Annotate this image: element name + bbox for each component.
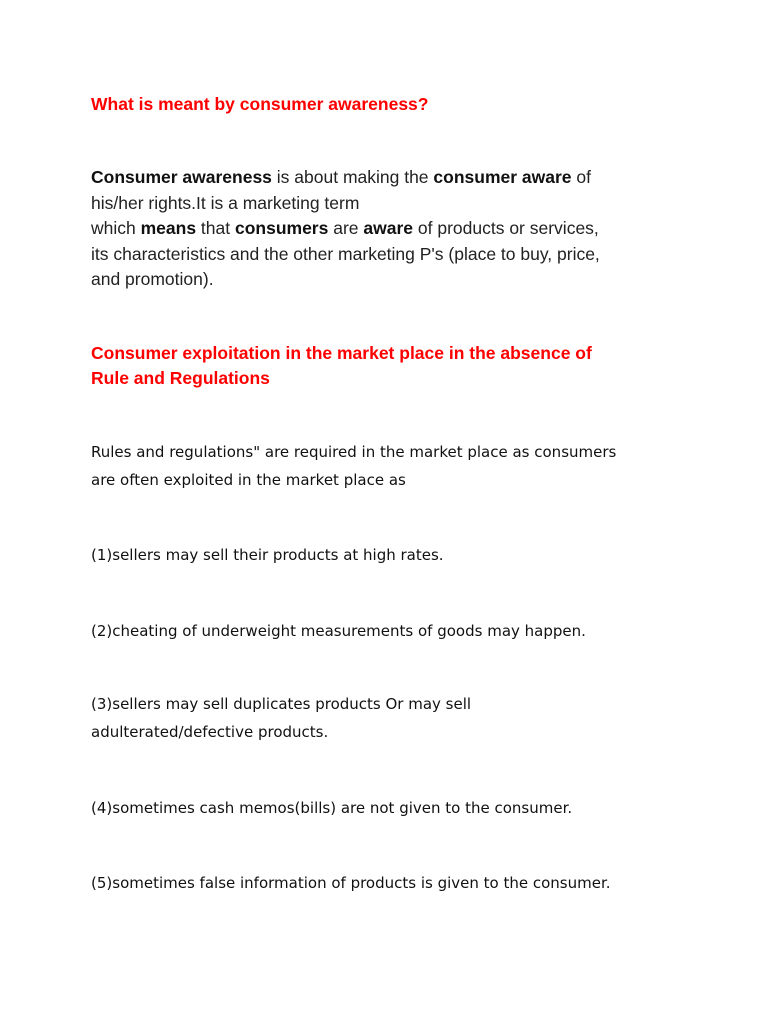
list-item-text: (4)sometimes cash memos(bills) are not given to the consumer. bbox=[91, 799, 573, 817]
list-item bbox=[91, 794, 711, 822]
consumer-awareness-definition bbox=[91, 165, 691, 293]
bold-term: means bbox=[140, 218, 197, 238]
definition-line-3 bbox=[91, 216, 691, 242]
bold-term: consumer aware bbox=[433, 167, 572, 187]
heading-line-1: Consumer exploitation in the market place in the absence of bbox=[91, 343, 592, 363]
bold-term: consumers bbox=[234, 218, 329, 238]
list-item bbox=[91, 869, 711, 897]
definition-line-1 bbox=[91, 165, 691, 191]
bold-term: Consumer awareness bbox=[91, 167, 272, 187]
heading-line-2: Rule and Regulations bbox=[91, 368, 270, 388]
definition-line-2: his/her rights.It is a marketing term bbox=[91, 192, 360, 213]
rules-line-1: Rules and regulations" are required in the market place as consumers bbox=[91, 443, 617, 461]
rules-line-2: are often exploited in the market place as bbox=[91, 471, 406, 489]
list-item-text: (3)sellers may sell duplicates products Or may sell bbox=[91, 695, 472, 713]
consumer-exploitation-heading bbox=[91, 341, 691, 391]
text-run: which bbox=[91, 218, 141, 238]
list-item-text: adulterated/defective products. bbox=[91, 723, 329, 741]
list-item-text: (1)sellers may sell their products at high rates. bbox=[91, 546, 444, 564]
consumer-awareness-heading: What is meant by consumer awareness? bbox=[91, 94, 429, 114]
text-run: is about making the bbox=[271, 167, 434, 187]
rules-paragraph bbox=[91, 438, 711, 494]
list-item bbox=[91, 541, 711, 569]
text-run: of bbox=[571, 167, 591, 187]
list-item bbox=[91, 617, 711, 645]
bold-term: aware bbox=[363, 218, 414, 238]
text-run: are bbox=[328, 218, 364, 238]
list-item-text: (5)sometimes false information of products is given to the consumer. bbox=[91, 874, 611, 892]
text-run: of products or services, bbox=[413, 218, 599, 238]
definition-line-4: its characteristics and the other marketing P's (place to buy, price, bbox=[91, 243, 600, 264]
list-item bbox=[91, 690, 711, 746]
list-item-text: (2)cheating of underweight measurements of goods may happen. bbox=[91, 622, 586, 640]
text-run: that bbox=[196, 218, 235, 238]
definition-line-5: and promotion). bbox=[91, 269, 214, 289]
